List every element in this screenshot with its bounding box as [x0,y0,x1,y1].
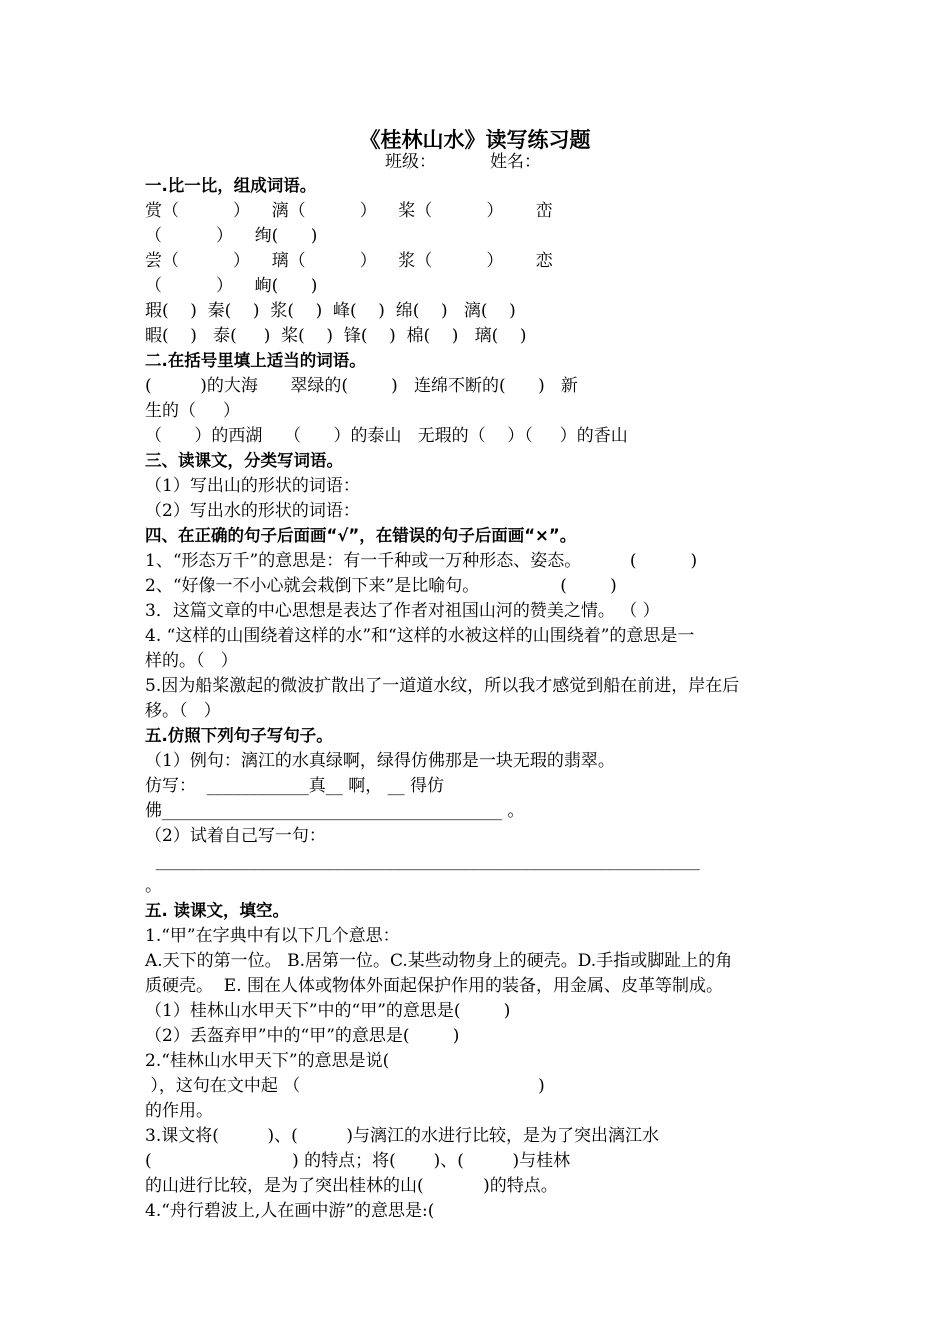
worksheet-line: 质硬壳。 E. 围在人体或物体外面起保护作用的装备，用金属、皮革等制成。 [145,976,724,996]
worksheet-line: 的山进行比较，是为了突出桂林的山( )的特点。 [145,1176,558,1196]
worksheet-line: 。 [145,876,162,896]
class-name-header: 班级： 姓名： [385,152,542,172]
worksheet-line: 的作用。 [145,1101,213,1121]
worksheet-line: ________________________________________________________________ [145,851,700,871]
worksheet-line: （1）写出山的形状的词语： [145,476,360,496]
worksheet-line: （ ） 峋( ) [145,276,318,296]
worksheet-line: （2）试着自己写一句： [145,826,326,846]
worksheet-line: 4. “这样的山围绕着这样的水”和“这样的水被这样的山围绕着”的意思是一 [145,626,695,646]
worksheet-line: 佛________________________________________ 。 [145,801,525,821]
worksheet-line: （1）桂林山水甲天下”中的“甲”的意思是( ) [145,1001,511,1021]
worksheet-line: 2、“好像一不小心就会栽倒下来”是比喻句。 ( ) [145,576,617,596]
section-heading: 二.在括号里填上适当的词语。 [145,351,366,370]
worksheet-line: （2）丢盔弃甲”中的“甲”的意思是( ) [145,1026,460,1046]
worksheet-line: ），这句在文中起 （ ) [145,1076,545,1096]
worksheet-line: 尝（ ） 璃（ ） 浆（ ） 恋 [145,251,553,271]
worksheet-line: 2.“桂林山水甲天下”的意思是说( [145,1051,390,1071]
worksheet-line: 生的（ ） [145,401,241,421]
worksheet-line: 5.因为船桨激起的微波扩散出了一道道水纹，所以我才感觉到船在前进，岸在后 [145,676,740,696]
worksheet-line: ( ) 的特点；将( )、( )与桂林 [145,1151,571,1171]
section-heading: 一.比一比，组成词语。 [145,176,317,195]
worksheet-line: A.天下的第一位。 B.居第一位。C.某些动物身上的硬壳。D.手指或脚趾上的角 [145,951,733,971]
worksheet-line: 3．这篇文章的中心思想是表达了作者对祖国山河的赞美之情。 （ ） [145,601,660,621]
worksheet-line: （1）例句：漓江的水真绿啊，绿得仿佛那是一块无瑕的翡翠。 [145,751,615,771]
worksheet-line: 样的。（ ） [145,651,238,671]
worksheet-line: 3.课文将( )、( )与漓江的水进行比较，是为了突出漓江水 [145,1126,660,1146]
worksheet-line: 瑕( ) 秦( ) 浆( ) 峰( ) 绵( ) 漓( ) [145,301,516,321]
section-heading: 五. 读课文，填空。 [145,901,290,920]
worksheet-line: 1、“形态万千”的意思是：有一千种或一万种形态、姿态。 ( ) [145,551,698,571]
worksheet-line: 仿写： ____________真__ 啊， __ 得仿 [145,776,445,796]
worksheet-line: （ ）的西湖 （ ）的泰山 无瑕的（ ）（ ）的香山 [145,426,628,446]
worksheet-line: 1.“甲”在字典中有以下几个意思： [145,926,400,946]
section-heading: 四、在正确的句子后面画“√”，在错误的句子后面画“×”。 [145,526,577,545]
worksheet-line: ( )的大海 翠绿的( ) 连绵不断的( ) 新 [145,376,578,396]
worksheet-line: 暇( ) 泰( ) 桨( ) 锋( ) 棉( ) 璃( ) [145,326,527,346]
worksheet-line: 移。（ ） [145,701,221,721]
worksheet-line: 4.“舟行碧波上,人在画中游”的意思是:( [145,1201,435,1221]
worksheet-line: （2）写出水的形状的词语： [145,501,360,521]
worksheet-title: 《桂林山水》读写练习题 [359,128,591,152]
section-heading: 五.仿照下列句子写句子。 [145,726,333,745]
worksheet-line: 赏（ ） 漓（ ） 桨（ ） 峦 [145,201,553,221]
worksheet-line: （ ） 绚( ) [145,226,318,246]
section-heading: 三、读课文，分类写词语。 [145,451,343,470]
